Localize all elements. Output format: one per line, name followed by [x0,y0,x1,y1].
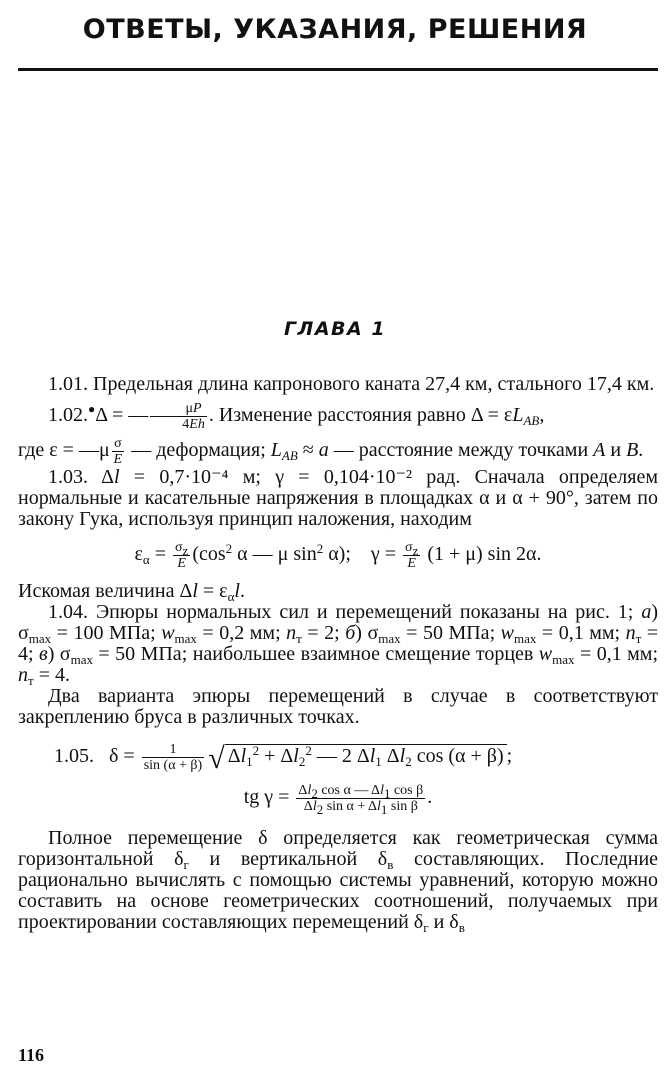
value-w-b: 0,1 мм [558,621,615,644]
value-delta-l: 0,7·10⁻⁴ [159,465,229,488]
bullet-mark: ● [88,402,96,416]
value-w-c: 0,1 мм [596,642,653,665]
value-gamma: 0,104·10⁻² [323,465,413,488]
answer-text: 1.04. Эпюры нормальных сил и перемещений показаны на рис. 1; [48,600,634,623]
answer-text: — расстояние между точками [333,439,589,461]
answer-text: и δ [433,910,459,933]
answer-number: 1.05. [54,745,94,767]
equation-delta: 1.05. δ = $\frac{1}{\sin (\alpha + \beta)}$ √ $\Delta l_1^2 + \Delta l_2^2$ — 2 $\Delta l_1$ $\Delta l_2$ cos (α + β) ; [54,741,513,775]
answer-text: составляющих. Последние рационально вычислять с помощью системы уравнений, которую можно составить на основе геометрических соотношений, получаемых при проектировании составляющих перемещений δ [18,847,659,933]
answer-text: и [610,439,622,461]
answer-text: Полное перемещение δ определяется как геометрическая сумма горизонтальной δ [18,826,658,870]
value-w-a: 0,2 мм [219,621,276,644]
answer-text: где [18,439,45,461]
answer-text: — деформация; [131,439,266,461]
answer-1-02: 1.02.●Δ = — $\frac{\mu P}{4Eh}$ . Изменение расстояния равно $\Delta = \varepsilon L_{AB}$, [48,400,545,432]
answer-text: Изменение расстояния равно [218,404,466,426]
header-rule [18,68,658,71]
value-sigma-b: 50 МПа [422,621,490,644]
answer-text: и вертикальной δ [209,847,388,870]
answer-number: 1.02. [48,404,88,426]
answer-1-02-cont: где ε = —μ $\frac{\sigma}{E}$ — деформация; $L_{AB} \approx a$ — расстояние между точками A и B. [18,435,644,467]
value-sigma-c: 50 МПа [115,642,182,665]
answer-1-03: 1.03. Δl = 0,7·10⁻⁴ м; γ = 0,104·10⁻² рад. Сначала определяем нормальные и касательные напряжения в площадках α и α + 90°, затем по закону Гука, используя принцип наложения, находим [18,465,658,530]
answer-1-01: 1.01. Предельная длина капронового каната 27,4 км, стального 17,4 км. [48,373,655,395]
page-number: 116 [18,1045,45,1065]
answer-text: Сначала определяем нормальные и касательные напряжения в площадках [18,465,658,509]
answer-text: затем по закону Гука, используя принцип наложения, находим [18,486,658,530]
fraction-mu-p-over-4eh: $\frac{\mu P}{4Eh}$ [150,401,207,432]
answer-text: Искомая величина [18,579,175,602]
value-n-b: 4 [18,642,28,665]
equation-tg-gamma: tg γ = $\frac{\Delta l_2 \cos \alpha — \Delta l_1 \cos \beta}{\Delta l_2 \sin \alpha + \Delta l_1 \sin \beta}$ . [243,782,433,817]
answers-body [18,374,658,933]
page-header-title: ОТВЕТЫ, УКАЗАНИЯ, РЕШЕНИЯ [82,14,588,45]
answer-1-03-result: Искомая величина $\Delta l = \varepsilon_\alpha l$. [18,579,245,604]
equation-epsilon-gamma: $\varepsilon_\alpha$ = $\frac{\sigma_z}{E}$ ($\cos^2$ α — μ $\sin^2 \alpha$); γ = $\frac{\sigma_z}{E}$ (1 + μ) sin 2α. [134,539,542,571]
value-n-a: 2 [324,621,335,644]
chapter-title: ГЛАВА 1 [283,318,387,340]
value-n-c: 4 [54,663,65,686]
answer-1-04: 1.04. Эпюры нормальных сил и перемещений показаны на рис. 1; а) $\sigma_{max} = 100$ МПа; $w_{max} = 0,2$ мм; $n_т = 2$; б) $\sigma_{max} = 50$ МПа; $w_{max} = 0,1$ мм; $n_т = 4$; в) $\sigma_{max} = 50$ МПа; наибольшее взаимное смещение торцев $w_{max} = 0,1$ мм; $n_т = 4$. [18,600,659,688]
answer-number: 1.03. [48,465,88,488]
value-sigma-a: 100 МПа [73,621,151,644]
fraction-sigma-over-e: $\frac{\sigma}{E}$ [113,435,123,467]
answer-1-04-note: Два варианта эпюры перемещений в случае в соответствуют закреплению бруса в различных точках. [18,684,658,728]
answer-text: наибольшее взаимное смещение торцев [192,642,534,665]
answer-1-05-text: Полное перемещение δ определяется как геометрическая сумма горизонтальной $\delta_г$ и вертикальной $\delta_в$ составляющих. Последние рационально вычислять с помощью системы уравнений, которую можно составить на основе геометрических соотношений, получаемых при проектировании составляющих перемещений $\delta_г$ и $\delta_в$ [18,826,659,935]
